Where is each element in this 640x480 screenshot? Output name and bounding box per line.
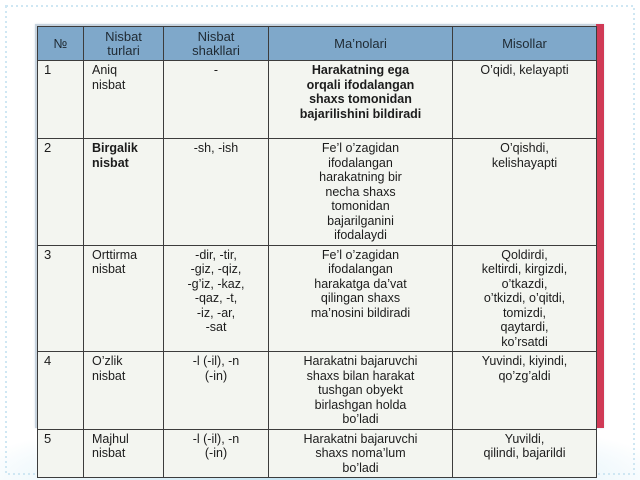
row-type: Majhul nisbat <box>84 429 164 478</box>
row-forms: -dir, -tir, -giz, -qiz, -g’iz, -kaz, -qaz, -t, -iz, -ar, -sat <box>164 245 269 352</box>
row-number: 1 <box>38 61 84 139</box>
table-row <box>38 139 597 246</box>
table-row <box>38 245 597 352</box>
row-meaning: Fe’l o’zagidan ifodalangan harakatning bir necha shaxs tomonidan bajarilganini ifodalaydi <box>269 139 453 246</box>
row-meaning: Harakatni bajaruvchi shaxs noma’lum bo’ladi <box>269 429 453 478</box>
row-examples: Yuvildi, qilindi, bajarildi <box>453 429 597 478</box>
row-examples: O’qidi, kelayapti <box>453 61 597 139</box>
row-type: O’zlik nisbat <box>84 352 164 430</box>
row-meaning: Harakatni bajaruvchi shaxs bilan harakat tushgan obyekt birlashgan holda bo’ladi <box>269 352 453 430</box>
row-forms: -l (-il), -n (-in) <box>164 352 269 430</box>
nisbat-table <box>37 26 597 478</box>
table-row <box>38 352 597 430</box>
row-number: 4 <box>38 352 84 430</box>
table-header-row <box>38 27 597 61</box>
row-number: 3 <box>38 245 84 352</box>
header-forms: Nisbat shakllari <box>164 27 269 61</box>
row-examples: O’qishdi, kelishayapti <box>453 139 597 246</box>
row-examples: Qoldirdi, keltirdi, kirgizdi, o’tkazdi, o’tkizdi, o’qitdi, tomizdi, qaytardi, ko’rsatdi <box>453 245 597 352</box>
row-number: 2 <box>38 139 84 246</box>
header-type: Nisbat turlari <box>84 27 164 61</box>
row-forms: -sh, -ish <box>164 139 269 246</box>
header-number: № <box>38 27 84 61</box>
row-forms: -l (-il), -n (-in) <box>164 429 269 478</box>
row-meaning: Fe’l o’zagidan ifodalangan harakatga da’vat qilingan shaxs ma’nosini bildiradi <box>269 245 453 352</box>
row-examples: Yuvindi, kiyindi, qo’zg’aldi <box>453 352 597 430</box>
row-type: Birgalik nisbat <box>84 139 164 246</box>
row-forms: - <box>164 61 269 139</box>
header-meaning: Ma’nolari <box>269 27 453 61</box>
row-number: 5 <box>38 429 84 478</box>
row-type: Orttirma nisbat <box>84 245 164 352</box>
row-type: Aniq nisbat <box>84 61 164 139</box>
header-examples: Misollar <box>453 27 597 61</box>
table-row <box>38 61 597 139</box>
row-meaning: Harakatning ega orqali ifodalangan shaxs tomonidan bajarilishini bildiradi <box>269 61 453 139</box>
table-right-accent <box>596 24 604 428</box>
table-row <box>38 429 597 478</box>
